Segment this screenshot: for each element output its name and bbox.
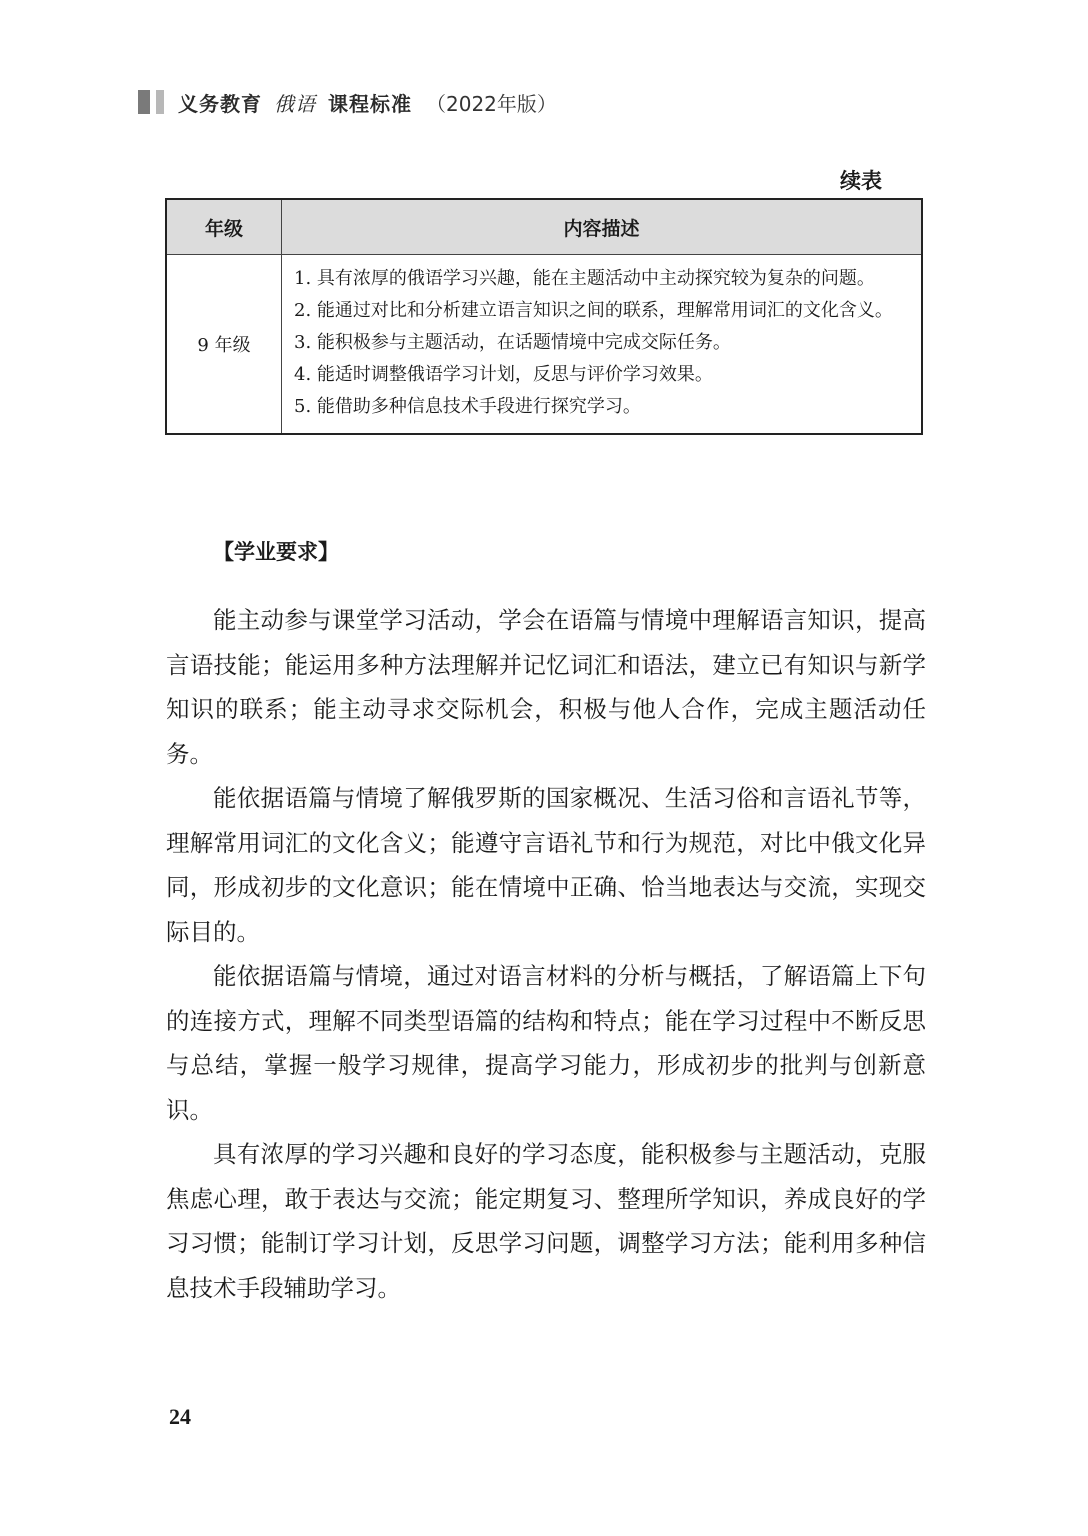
description-cell <box>282 255 923 435</box>
header-bar-dark <box>138 90 150 114</box>
table-row <box>166 255 922 435</box>
page-number: 24 <box>169 1404 191 1429</box>
running-head <box>138 88 557 116</box>
description-item: 2. 能通过对比和分析建立语言知识之间的联系，理解常用词汇的文化含义。 <box>294 300 893 321</box>
running-head-edition: （2022年版） <box>426 91 557 116</box>
header-bar-light <box>156 90 164 114</box>
body-paragraph: 能依据语篇与情境了解俄罗斯的国家概况、生活习俗和言语礼节等，理解常用词汇的文化含义；能遵守言语礼节和行为规范，对比中俄文化异同，形成初步的文化意识；能在情境中正确、恰当地表达与交流，实现交际目的。 <box>166 784 926 946</box>
description-item: 5. 能借助多种信息技术手段进行探究学习。 <box>294 396 641 417</box>
body-paragraph: 能依据语篇与情境，通过对语言材料的分析与概括，了解语篇上下句的连接方式，理解不同类型语篇的结构和特点；能在学习过程中不断反思与总结，掌握一般学习规律，提高学习能力，形成初步的批判与创新意识。 <box>166 962 926 1124</box>
running-head-title-1: 义务教育 <box>178 91 262 116</box>
header-grade: 年级 <box>166 199 282 255</box>
grade-cell: 9 年级 <box>166 255 282 435</box>
header-bars-decoration <box>138 90 164 114</box>
continued-table-label: 续表 <box>840 169 882 193</box>
content-table <box>165 198 923 435</box>
header-description: 内容描述 <box>282 199 923 255</box>
description-item: 3. 能积极参与主题活动，在话题情境中完成交际任务。 <box>294 332 731 353</box>
body-paragraph: 具有浓厚的学习兴趣和良好的学习态度，能积极参与主题活动，克服焦虑心理，敢于表达与交流；能定期复习、整理所学知识，养成良好的学习习惯；能制订学习计划，反思学习问题，调整学习方法；能利用多种信息技术手段辅助学习。 <box>166 1140 926 1302</box>
description-item: 4. 能适时调整俄语学习计划，反思与评价学习效果。 <box>294 364 713 385</box>
description-item: 1. 具有浓厚的俄语学习兴趣，能在主题活动中主动探究较为复杂的问题。 <box>294 268 875 289</box>
section-heading: 【学业要求】 <box>213 540 339 564</box>
table-header-row <box>166 199 922 255</box>
section-body <box>166 598 926 1310</box>
running-head-title-2: 课程标准 <box>328 91 412 116</box>
body-paragraph: 能主动参与课堂学习活动，学会在语篇与情境中理解语言知识，提高言语技能；能运用多种方法理解并记忆词汇和语法，建立已有知识与新学知识的联系；能主动寻求交际机会，积极与他人合作，完成主题活动任务。 <box>166 606 926 768</box>
running-head-subject: 俄语 <box>274 91 316 116</box>
